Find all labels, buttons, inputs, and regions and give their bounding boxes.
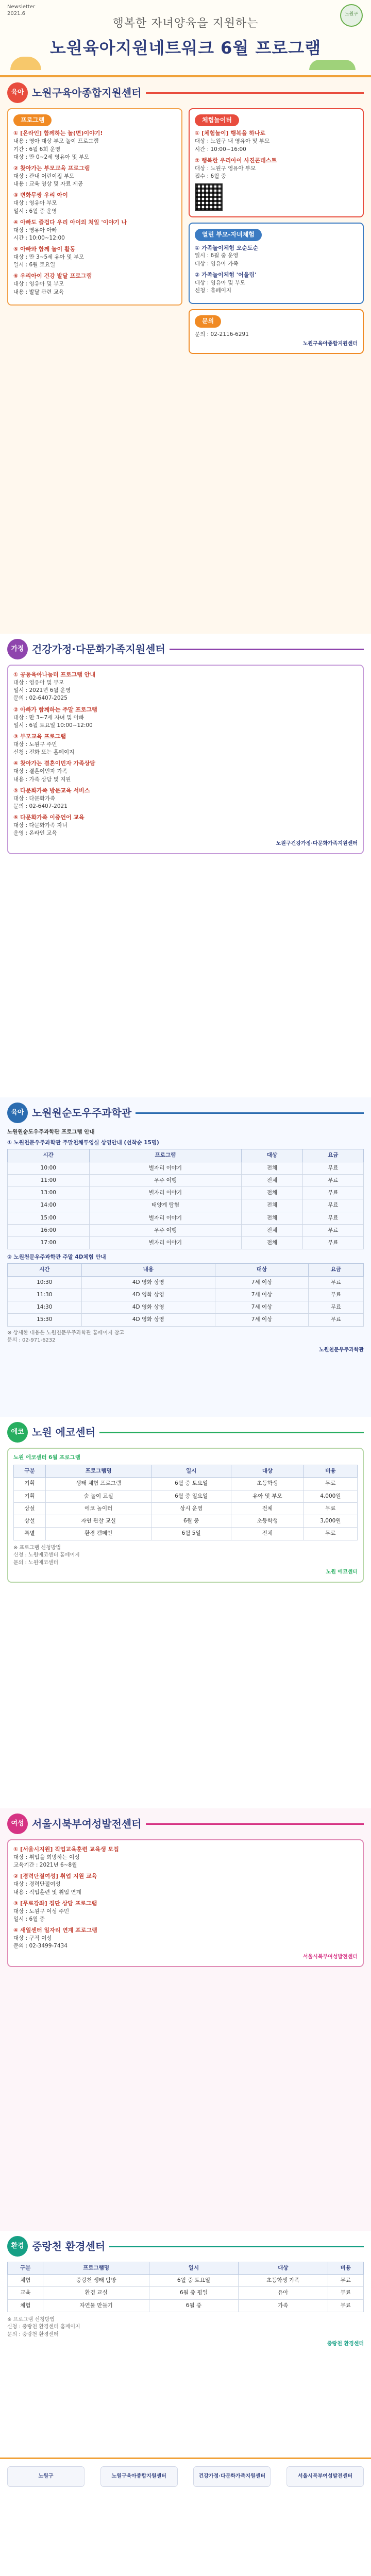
program-line: 대상 : 다문화가족 자녀: [13, 822, 68, 829]
planetarium-table: [7, 1149, 364, 1249]
table-cell: 무료: [302, 1224, 363, 1236]
table-header-cell: 대상: [242, 1149, 302, 1162]
table-cell: 15:30: [8, 1314, 82, 1326]
table-cell: 무료: [308, 1314, 363, 1326]
table-cell: 6월 5일: [151, 1528, 231, 1540]
center-logo: 서울시북부여성발전센터: [302, 1954, 358, 1960]
program-line: 문의 : 02-3499-7434: [13, 1943, 68, 1950]
program-item: [13, 1845, 358, 1869]
table-cell: 16:00: [8, 1224, 90, 1236]
page-title: 노원육아지원네트워크 6월 프로그램: [49, 38, 322, 58]
table-cell: 상설: [14, 1515, 46, 1528]
table-cell: 무료: [303, 1502, 357, 1515]
table-header-cell: 프로그램명: [43, 2262, 149, 2275]
table-header-cell: 대상: [239, 2262, 328, 2275]
side-card: [189, 108, 364, 217]
program-line: 문의 : 02-6407-2025: [13, 695, 68, 702]
family-program-list: [13, 671, 358, 837]
table-cell: 초등학생 가족: [239, 2275, 328, 2287]
4d-table: [7, 1263, 364, 1326]
table-cell: 전체: [242, 1187, 302, 1199]
program-card: [7, 108, 182, 306]
table-cell: 4D 영화 상영: [81, 1289, 215, 1301]
program-line: 일시 : 6월 토요일 10:00~12:00: [13, 722, 93, 728]
table-row: [14, 1490, 358, 1502]
program-title: ① 공동육아나눔터 프로그램 안내: [13, 671, 95, 678]
center-name: 노원 에코센터: [32, 1426, 95, 1438]
divider: [109, 2246, 364, 2247]
program-line: 대상 : 경력단절여성: [13, 1881, 61, 1888]
divider: [136, 1112, 364, 1114]
table-header-cell: 프로그램명: [46, 1465, 151, 1478]
table-cell: 상시 운영: [151, 1502, 231, 1515]
right-column: [189, 108, 364, 359]
table-cell: 17:00: [8, 1236, 90, 1249]
table-cell: 7세 이상: [215, 1314, 309, 1326]
table-cell: 6월 중 토요일: [151, 1478, 231, 1490]
note-text: ※ 상세한 내용은 노원천문우주과학관 홈페이지 참고: [7, 1330, 125, 1336]
program-line: 문의 : 02-6407-2021: [13, 803, 68, 809]
program-item: [195, 129, 358, 153]
program-line: 대상 : 노원구 주민: [13, 741, 57, 748]
table-cell: 무료: [302, 1212, 363, 1224]
program-line: 일시 : 6월 토요일: [13, 262, 56, 268]
footer: [0, 2458, 371, 2494]
table-cell: 7세 이상: [215, 1289, 309, 1301]
table-row: [8, 1199, 364, 1212]
center-logo: 노원 에코센터: [326, 1569, 358, 1575]
table-cell: 전체: [242, 1212, 302, 1224]
table-cell: 13:00: [8, 1187, 90, 1199]
divider: [146, 1823, 364, 1825]
table-row: [8, 1224, 364, 1236]
side-list: [195, 129, 358, 180]
program-item: [13, 129, 176, 161]
table-cell: 무료: [308, 1301, 363, 1314]
env-table: [7, 2262, 364, 2312]
table-header-cell: 프로그램: [89, 1149, 242, 1162]
table-header-cell: 일시: [151, 1465, 231, 1478]
program-line: 대상 : 영유아 및 부모: [13, 281, 64, 287]
program-line: 일시 : 6월 중 운영: [195, 252, 239, 259]
table-row: [8, 2275, 364, 2287]
table-header-cell: 시간: [8, 1264, 82, 1276]
program-line: 내용 : 영아 대상 부모 놀이 프로그램: [13, 138, 99, 145]
note-line: 문의 : 노원에코센터: [13, 1560, 59, 1566]
section-header: [7, 1422, 364, 1443]
notes: [7, 2316, 364, 2339]
table-row: [8, 1301, 364, 1314]
section-tag: 육아: [7, 1103, 28, 1123]
table-row: [8, 1236, 364, 1249]
center-name: 서울시북부여성발전센터: [32, 1817, 142, 1830]
footer-logo[interactable]: 건강가정·다문화가족지원센터: [193, 2466, 271, 2487]
section-childcare-center: [0, 77, 371, 634]
section-header: [7, 1814, 364, 1834]
table-cell: 자연 관찰 교실: [46, 1515, 151, 1528]
section-tag: 에코: [7, 1422, 28, 1443]
program-line: 신청 : 전화 또는 홈페이지: [13, 749, 75, 756]
contact-card: [189, 309, 364, 354]
table-cell: 숲 놀이 교실: [46, 1490, 151, 1502]
table-row: [8, 1289, 364, 1301]
program-list: [13, 129, 176, 296]
women-program-card: [7, 1839, 364, 1967]
women-program-list: [13, 1845, 358, 1951]
program-title: ③ 변화무쌍 우리 아이: [13, 192, 68, 199]
table-cell: 자연물 만들기: [43, 2299, 149, 2312]
table-cell: 별자리 이야기: [89, 1187, 242, 1199]
program-line: 대상 : 다문화가족: [13, 795, 56, 802]
program-line: 접수 : 6월 중: [195, 173, 226, 179]
program-title: ⑤ 다문화가족 방문교육 서비스: [13, 787, 90, 794]
table-cell: 4D 영화 상영: [81, 1276, 215, 1289]
newsletter-header: [0, 0, 371, 77]
program-title: ④ 새일센터 일자리 연계 프로그램: [13, 1927, 97, 1934]
table-row: [8, 2287, 364, 2299]
table-cell: 무료: [328, 2287, 363, 2299]
table-cell: 전체: [231, 1528, 304, 1540]
table-cell: 초등학생: [231, 1515, 304, 1528]
table-cell: 10:30: [8, 1276, 82, 1289]
header-slogan: 행복한 자녀양육을 지원하는: [112, 17, 259, 30]
family-pill: 열린 부모-자녀체험: [195, 229, 262, 241]
table-cell: 전체: [242, 1174, 302, 1187]
eco-panel: [7, 1448, 364, 1583]
section-env-center: [0, 2231, 371, 2458]
table-cell: 15:00: [8, 1212, 90, 1224]
program-item: [13, 164, 176, 188]
table-cell: 전체: [242, 1224, 302, 1236]
table-header-cell: 비용: [303, 1465, 357, 1478]
section-header: [7, 2236, 364, 2257]
table-cell: 무료: [302, 1199, 363, 1212]
program-item: [13, 272, 176, 296]
program-item: [13, 1872, 358, 1896]
program-item: [13, 1926, 358, 1950]
program-item: [195, 271, 358, 295]
table-header-row: [8, 1149, 364, 1162]
table-cell: 교육: [8, 2287, 43, 2299]
program-line: 일시 : 6월 중: [13, 1916, 45, 1922]
section-header: [7, 639, 364, 659]
table-header-row: [14, 1465, 358, 1478]
program-line: 대상 : 노원구 영유아 부모: [195, 165, 256, 172]
table-cell: 우주 여행: [89, 1174, 242, 1187]
program-item: [13, 1900, 358, 1923]
table-cell: 6월 중 일요일: [151, 1490, 231, 1502]
program-title: ① [서울시지원] 직업교육훈련 교육생 모집: [13, 1846, 119, 1853]
intro-text: 노원원순도우주과학관 프로그램 안내: [7, 1129, 95, 1135]
table-header-cell: 내용: [81, 1264, 215, 1276]
table-cell: 무료: [308, 1276, 363, 1289]
center-name: 건강가정·다문화가족지원센터: [32, 642, 165, 655]
section-eco-center: [0, 1417, 371, 1808]
divider: [146, 92, 364, 94]
table-header-cell: 대상: [215, 1264, 309, 1276]
table-cell: 중랑천 생태 탐방: [43, 2275, 149, 2287]
table-header-cell: 비용: [328, 2262, 363, 2275]
program-line: 내용 : 교육 영상 및 자료 제공: [13, 181, 83, 188]
program-line: 신청 : 홈페이지: [195, 287, 232, 294]
newsletter-issue: 2021.6: [7, 10, 25, 16]
table-cell: 무료: [303, 1528, 357, 1540]
footer-logo[interactable]: 서울시북부여성발전센터: [286, 2466, 364, 2487]
table-cell: 6월 중 토요일: [149, 2275, 238, 2287]
table-cell: 가족: [239, 2299, 328, 2312]
table-cell: 4D 영화 상영: [81, 1301, 215, 1314]
table-body: [8, 2275, 364, 2312]
section-tag: 환경: [7, 2236, 28, 2257]
center-name: 노원구육아종합지원센터: [32, 86, 142, 99]
program-title: ③ [무료강좌] 집단 상담 프로그램: [13, 1900, 97, 1907]
footer-logo[interactable]: 노원구육아종합지원센터: [100, 2466, 178, 2487]
table-cell: 상설: [14, 1502, 46, 1515]
table-row: [8, 2299, 364, 2312]
table-row: [8, 1212, 364, 1224]
left-column: [7, 108, 182, 359]
table-header-cell: 대상: [231, 1465, 304, 1478]
family-list: [195, 244, 358, 295]
table-header-cell: 일시: [149, 2262, 238, 2275]
table-cell: 무료: [302, 1236, 363, 1249]
program-item: [13, 191, 176, 215]
program-title: ⑥ 다문화가족 이중언어 교육: [13, 814, 85, 821]
table-header-cell: 시간: [8, 1149, 90, 1162]
program-pill: 프로그램: [13, 114, 52, 126]
center-logo: 노원천문우주과학관: [319, 1347, 364, 1353]
table-cell: 우주 여행: [89, 1224, 242, 1236]
table-cell: 무료: [302, 1162, 363, 1174]
program-title: ⑥ 우리아이 건강 발달 프로그램: [13, 273, 92, 280]
section-family-center: [0, 634, 371, 1097]
program-title: ① 가족놀이체험 오순도순: [195, 244, 259, 251]
table-cell: 초등학생: [231, 1478, 304, 1490]
table-cell: 별자리 이야기: [89, 1162, 242, 1174]
program-title: ② 가족놀이체험 '어울림': [195, 271, 257, 278]
table-cell: 체험: [8, 2275, 43, 2287]
table-header-row: [8, 1264, 364, 1276]
side-pill: 체험놀이터: [195, 114, 239, 126]
program-line: 운영 : 온라인 교육: [13, 830, 57, 837]
divider: [99, 1432, 364, 1433]
table-cell: 무료: [302, 1174, 363, 1187]
table-cell: 별자리 이야기: [89, 1212, 242, 1224]
program-item: [13, 245, 176, 269]
section-header: [7, 82, 364, 103]
program-line: 대상 : 영유아 및 부모: [195, 279, 246, 286]
eco-table: [13, 1465, 358, 1540]
table-cell: 기획: [14, 1478, 46, 1490]
program-line: 대상 : 만 3~7세 자녀 및 아빠: [13, 714, 85, 721]
program-title: ① [체험놀이] 행복을 하나로: [195, 130, 266, 137]
table-cell: 생태 체험 프로그램: [46, 1478, 151, 1490]
program-line: 대상 : 영유아 아빠: [13, 227, 57, 233]
footer-logo[interactable]: 노원구: [7, 2466, 85, 2487]
table-cell: 10:00: [8, 1162, 90, 1174]
program-item: [195, 157, 358, 180]
table-header-cell: 요금: [308, 1264, 363, 1276]
table-cell: 14:00: [8, 1199, 90, 1212]
program-line: 기간 : 6월 6회 운영: [13, 146, 61, 152]
table-body: [14, 1478, 358, 1540]
table-row: [8, 1162, 364, 1174]
program-line: 대상 : 노원구 여성 주민: [13, 1908, 70, 1914]
program-title: ④ 아빠도 즐겁다 우리 아이의 처일 '이야기 나: [13, 218, 127, 226]
table-cell: 체험: [8, 2299, 43, 2312]
table-header-cell: 구분: [14, 1465, 46, 1478]
table-row: [14, 1478, 358, 1490]
table-cell: 별자리 이야기: [89, 1236, 242, 1249]
program-line: 대상 : 영유아 부모: [13, 200, 57, 207]
family-program-card: [7, 665, 364, 854]
table-cell: 11:00: [8, 1174, 90, 1187]
table-row: [8, 1187, 364, 1199]
table-cell: 유아 및 부모: [231, 1490, 304, 1502]
program-item: [13, 706, 358, 730]
table-cell: 4,000원: [303, 1490, 357, 1502]
table-cell: 7세 이상: [215, 1301, 309, 1314]
note-line: ※ 프로그램 신청방법: [13, 1545, 61, 1551]
program-line: 내용 : 직업훈련 및 취업 연계: [13, 1889, 81, 1895]
contact-pill: 문의: [195, 315, 221, 327]
table-row: [8, 1314, 364, 1326]
program-title: ① [온라인] 함께하는 놀(면)이야기!: [13, 130, 103, 137]
program-line: 일시 : 6월 중 운영: [13, 208, 57, 214]
table-cell: 전체: [242, 1162, 302, 1174]
program-title: ④ 찾아가는 결혼이민자 가족상담: [13, 760, 95, 767]
center-name: 노원원순도우주과학관: [32, 1106, 132, 1119]
program-item: [13, 759, 358, 783]
program-title: ⑤ 아빠와 함께 놀이 활동: [13, 246, 76, 253]
section-science-museum: [0, 1097, 371, 1417]
table-row: [14, 1528, 358, 1540]
table-row: [8, 1276, 364, 1289]
program-line: 대상 : 결혼이민자 가족: [13, 768, 68, 775]
table-title: 노원 에코센터 6월 프로그램: [13, 1454, 80, 1461]
program-line: 내용 : 가족 상담 및 지원: [13, 776, 71, 783]
center-logo: 노원구육아종합지원센터: [302, 341, 358, 347]
two-column-layout: [7, 108, 364, 359]
newsletter-title: Newsletter: [7, 4, 36, 10]
table-header-cell: 구분: [8, 2262, 43, 2275]
table-cell: 6월 중: [149, 2299, 238, 2312]
center-logo: 노원구건강가정·다문화가족지원센터: [276, 841, 358, 847]
note-line: 문의 : 중랑천 환경센터: [7, 2331, 59, 2337]
table-cell: 기획: [14, 1490, 46, 1502]
table-cell: 6월 중 평일: [149, 2287, 238, 2299]
note-line: 신청 : 중랑천 환경센터 홈페이지: [7, 2324, 80, 2330]
notes: [13, 1545, 358, 1567]
program-title: ② 행복한 우리아이 사진콘테스트: [195, 157, 277, 164]
table-cell: 에코 놀이터: [46, 1502, 151, 1515]
table-cell: 환경 교실: [43, 2287, 149, 2299]
section-header: [7, 1103, 364, 1123]
table-cell: 무료: [308, 1289, 363, 1301]
program-line: 대상 : 노원구 내 영유아 및 부모: [195, 138, 270, 145]
program-item: [13, 814, 358, 837]
table-cell: 무료: [328, 2299, 363, 2312]
section-women-center: [0, 1808, 371, 2231]
table-cell: 3,000원: [303, 1515, 357, 1528]
table2-title: ② 노원천문우주과학관 주말 4D체험 안내: [7, 1254, 106, 1261]
table-cell: 무료: [302, 1187, 363, 1199]
section-tag: 여성: [7, 1814, 28, 1834]
program-title: ② [경력단절여성] 취업 지원 교육: [13, 1873, 97, 1880]
program-line: 시간 : 10:00~16:00: [195, 146, 246, 152]
section-tag: 가정: [7, 639, 28, 659]
table-cell: 전체: [242, 1236, 302, 1249]
table-cell: 4D 영화 상영: [81, 1314, 215, 1326]
program-item: [13, 671, 358, 703]
program-line: 대상 : 영유아 가족: [195, 260, 239, 267]
section-tag: 육아: [7, 82, 28, 103]
program-title: ③ 부모교육 프로그램: [13, 733, 66, 740]
program-title: ② 아빠가 함께하는 주말 프로그램: [13, 706, 97, 713]
table-row: [14, 1515, 358, 1528]
logo-text: 노원구: [344, 12, 359, 17]
table-cell: 환경 캠페인: [46, 1528, 151, 1540]
program-line: 내용 : 발달 관련 교육: [13, 289, 64, 295]
table-cell: 무료: [328, 2275, 363, 2287]
table-cell: 유아: [239, 2287, 328, 2299]
program-line: 대상 : 구직 여성: [13, 1935, 52, 1942]
program-line: 대상 : 영유아 및 부모: [13, 679, 64, 686]
divider: [170, 649, 364, 650]
program-line: 시간 : 10:00~12:00: [13, 234, 65, 241]
program-line: 대상 : 취업을 희망하는 여성: [13, 1854, 80, 1860]
note-line: ※ 프로그램 신청방법: [7, 2316, 55, 2323]
program-line: 대상 : 만 0~2세 영유아 및 부모: [13, 154, 90, 160]
program-item: [13, 218, 176, 242]
program-item: [13, 787, 358, 810]
table-body: [8, 1276, 364, 1326]
center-logo: 중랑천 환경센터: [327, 2341, 364, 2347]
family-card: [189, 223, 364, 304]
table-cell: 7세 이상: [215, 1276, 309, 1289]
table1-title: ① 노원천문우주과학관 주말천체투영실 상영안내 (선착순 15명): [7, 1140, 159, 1146]
program-line: 대상 : 만 3~5세 유아 및 부모: [13, 254, 85, 261]
program-line: 일시 : 2021년 6월 운영: [13, 687, 71, 694]
table-cell: 전체: [242, 1199, 302, 1212]
table-cell: 무료: [303, 1478, 357, 1490]
program-line: 대상 : 관내 어린이집 부모: [13, 173, 75, 179]
program-item: [195, 244, 358, 268]
table-cell: 6월 중: [151, 1515, 231, 1528]
table-cell: 전체: [231, 1502, 304, 1515]
program-item: [13, 733, 358, 756]
table-cell: 태양계 탐험: [89, 1199, 242, 1212]
table-row: [8, 1174, 364, 1187]
table-cell: 특별: [14, 1528, 46, 1540]
table-header-cell: 요금: [302, 1149, 363, 1162]
table-cell: 11:30: [8, 1289, 82, 1301]
center-name: 중랑천 환경센터: [32, 2240, 106, 2252]
qr-code[interactable]: [195, 183, 223, 211]
note-line: 신청 : 노원에코센터 홈페이지: [13, 1552, 80, 1558]
table-body: [8, 1162, 364, 1249]
program-line: 교육기간 : 2021년 6~8월: [13, 1862, 77, 1869]
contact-text: 문의 : 02-2116-6291: [195, 331, 249, 337]
table-row: [14, 1502, 358, 1515]
table-header-row: [8, 2262, 364, 2275]
table-cell: 14:30: [8, 1301, 82, 1314]
decorative-hill-right: [309, 60, 356, 70]
program-title: ② 찾아가는 부모교육 프로그램: [13, 164, 90, 172]
contact-text: 문의 : 02-971-6232: [7, 1337, 56, 1343]
